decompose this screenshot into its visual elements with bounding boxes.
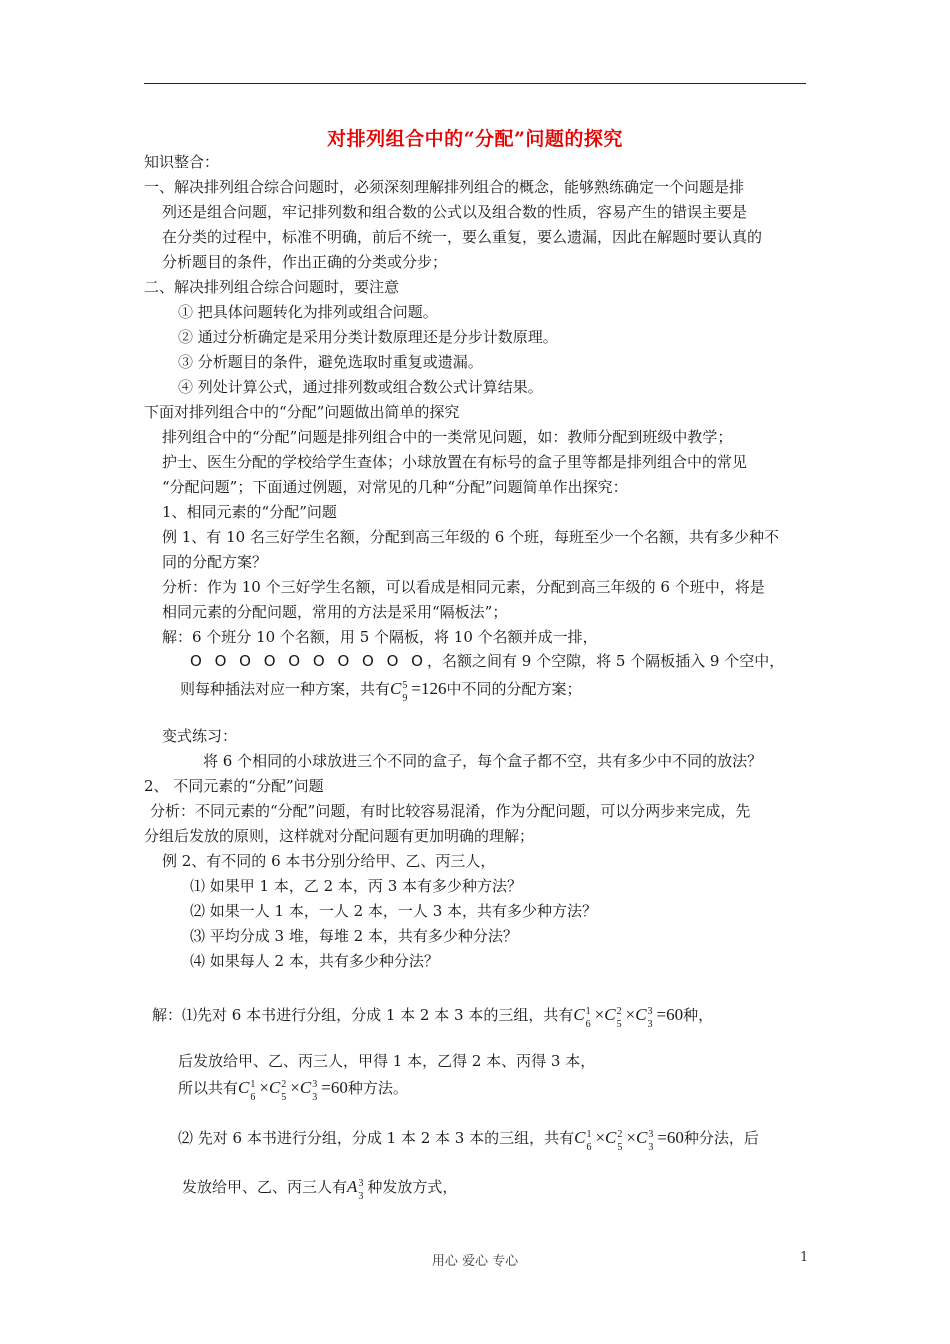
- text-line: 分析题目的条件，作出正确的分类或分步；: [162, 253, 448, 271]
- page-number: 1: [800, 1250, 809, 1265]
- formula-c95: C 5 9 =126: [390, 679, 447, 705]
- text-line: 分析：不同元素的“分配”问题，有时比较容易混淆，作为分配问题，可以分两步来完成，先: [150, 802, 751, 820]
- text-line: 下面对排列组合中的“分配”问题做出简单的探究: [144, 403, 460, 421]
- list-item: ① 把具体问题转化为排列或组合问题。: [178, 303, 438, 321]
- text-line: 在分类的过程中，标准不明确，前后不统一，要么重复，要么遗漏，因此在解题时要认真的: [162, 228, 763, 246]
- list-item: ⑵ 如果一人 1 本，一人 2 本，一人 3 本，共有多少种方法？: [190, 902, 598, 920]
- text-line: ⑵ 先对 6 本书进行分组，分成 1 本 2 本 3 本的三组，共有C 1 6 ×C 2 5 ×C 3 3 =60种分法，后: [178, 1128, 759, 1154]
- circles-row: O O O O O O O O O O: [190, 652, 427, 670]
- text-line: 后发放给甲、乙、丙三人，甲得 1 本，乙得 2 本、丙得 3 本，: [178, 1052, 596, 1070]
- text-line: 护士、医生分配的学校给学生查体；小球放置在有标号的盒子里等都是排列组合中的常见: [162, 453, 748, 471]
- list-item: ⑷ 如果每人 2 本，共有多少种分法？: [190, 952, 439, 970]
- text-line: 分析：作为 10 个三好学生名额，可以看成是相同元素，分配到高三年级的 6 个班中，将是: [162, 578, 765, 596]
- text-line: 例 1、有 10 名三好学生名额，分配到高三年级的 6 个班，每班至少一个名额，共有多少种不: [162, 528, 780, 546]
- text-line: O O O O O O O O O O，名额之间有 9 个空隙，将 5 个隔板插入 9 个空中，: [190, 652, 785, 670]
- section-heading: 1、相同元素的“分配”问题: [162, 503, 337, 521]
- list-item: ⑴ 如果甲 1 本，乙 2 本，丙 3 本有多少种方法？: [190, 877, 523, 895]
- page-footer: 用心 爱心 专心: [431, 1254, 519, 1269]
- formula-product: C 1 6 ×C 2 5 ×C 3 3 =60: [573, 1005, 684, 1031]
- text-line: 知识整合：: [144, 153, 220, 171]
- list-item: ③ 分析题目的条件，避免选取时重复或遗漏。: [178, 353, 483, 371]
- text-line: 同的分配方案？: [162, 553, 268, 571]
- text-line: 相同元素的分配问题，常用的方法是采用“隔板法”；: [162, 603, 508, 621]
- text-line: 列还是组合问题，牢记排列数和组合数的公式以及组合数的性质，容易产生的错误主要是: [162, 203, 748, 221]
- list-item: ④ 列处计算公式，通过排列数或组合数公式计算结果。: [178, 378, 543, 396]
- text-line: 则每种插法对应一种方案，共有C 5 9 =126中不同的分配方案；: [180, 679, 582, 705]
- formula-product: C 1 6 ×C 2 5 ×C 3 3 =60: [238, 1078, 348, 1104]
- page-title: 对排列组合中的“分配”问题的探究: [327, 128, 623, 150]
- text-line: 变式练习：: [162, 727, 238, 745]
- text-line: 一、解决排列组合综合问题时，必须深刻理解排列组合的概念，能够熟练确定一个问题是排: [144, 178, 745, 196]
- text-line: 二、解决排列组合综合问题时，要注意: [144, 278, 400, 296]
- text-line: 解：6 个班分 10 个名额，用 5 个隔板，将 10 个名额并成一排，: [162, 628, 598, 646]
- text-line: 例 2、有不同的 6 本书分别分给甲、乙、丙三人，: [162, 852, 496, 870]
- formula-product: C 1 6 ×C 2 5 ×C 3 3 =60: [574, 1128, 684, 1154]
- text-line: 发放给甲、乙、丙三人有A 3 3 种发放方式，: [182, 1177, 458, 1203]
- header-rule: [144, 83, 806, 84]
- formula-a33: A 3 3: [347, 1177, 364, 1203]
- text-line: 将 6 个相同的小球放进三个不同的盒子，每个盒子都不空，共有多少中不同的放法？: [203, 752, 763, 770]
- text-line: 所以共有C 1 6 ×C 2 5 ×C 3 3 =60种方法。: [178, 1078, 408, 1104]
- section-heading: 2、 不同元素的“分配”问题: [144, 777, 324, 795]
- text-line: 排列组合中的“分配”问题是排列组合中的一类常见问题，如：教师分配到班级中教学；: [162, 428, 733, 446]
- text-line: 解：⑴先对 6 本书进行分组，分成 1 本 2 本 3 本的三组，共有C 1 6 ×C 2 5 ×C 3 3 =60种，: [152, 1005, 714, 1031]
- list-item: ② 通过分析确定是采用分类计数原理还是分步计数原理。: [178, 328, 558, 346]
- list-item: ⑶ 平均分成 3 堆，每堆 2 本，共有多少种分法？: [190, 927, 518, 945]
- text-line: 分组后发放的原则，这样就对分配问题有更加明确的理解；: [144, 827, 535, 845]
- text-line: “分配问题”；下面通过例题，对常见的几种“分配”问题简单作出探究：: [162, 478, 628, 496]
